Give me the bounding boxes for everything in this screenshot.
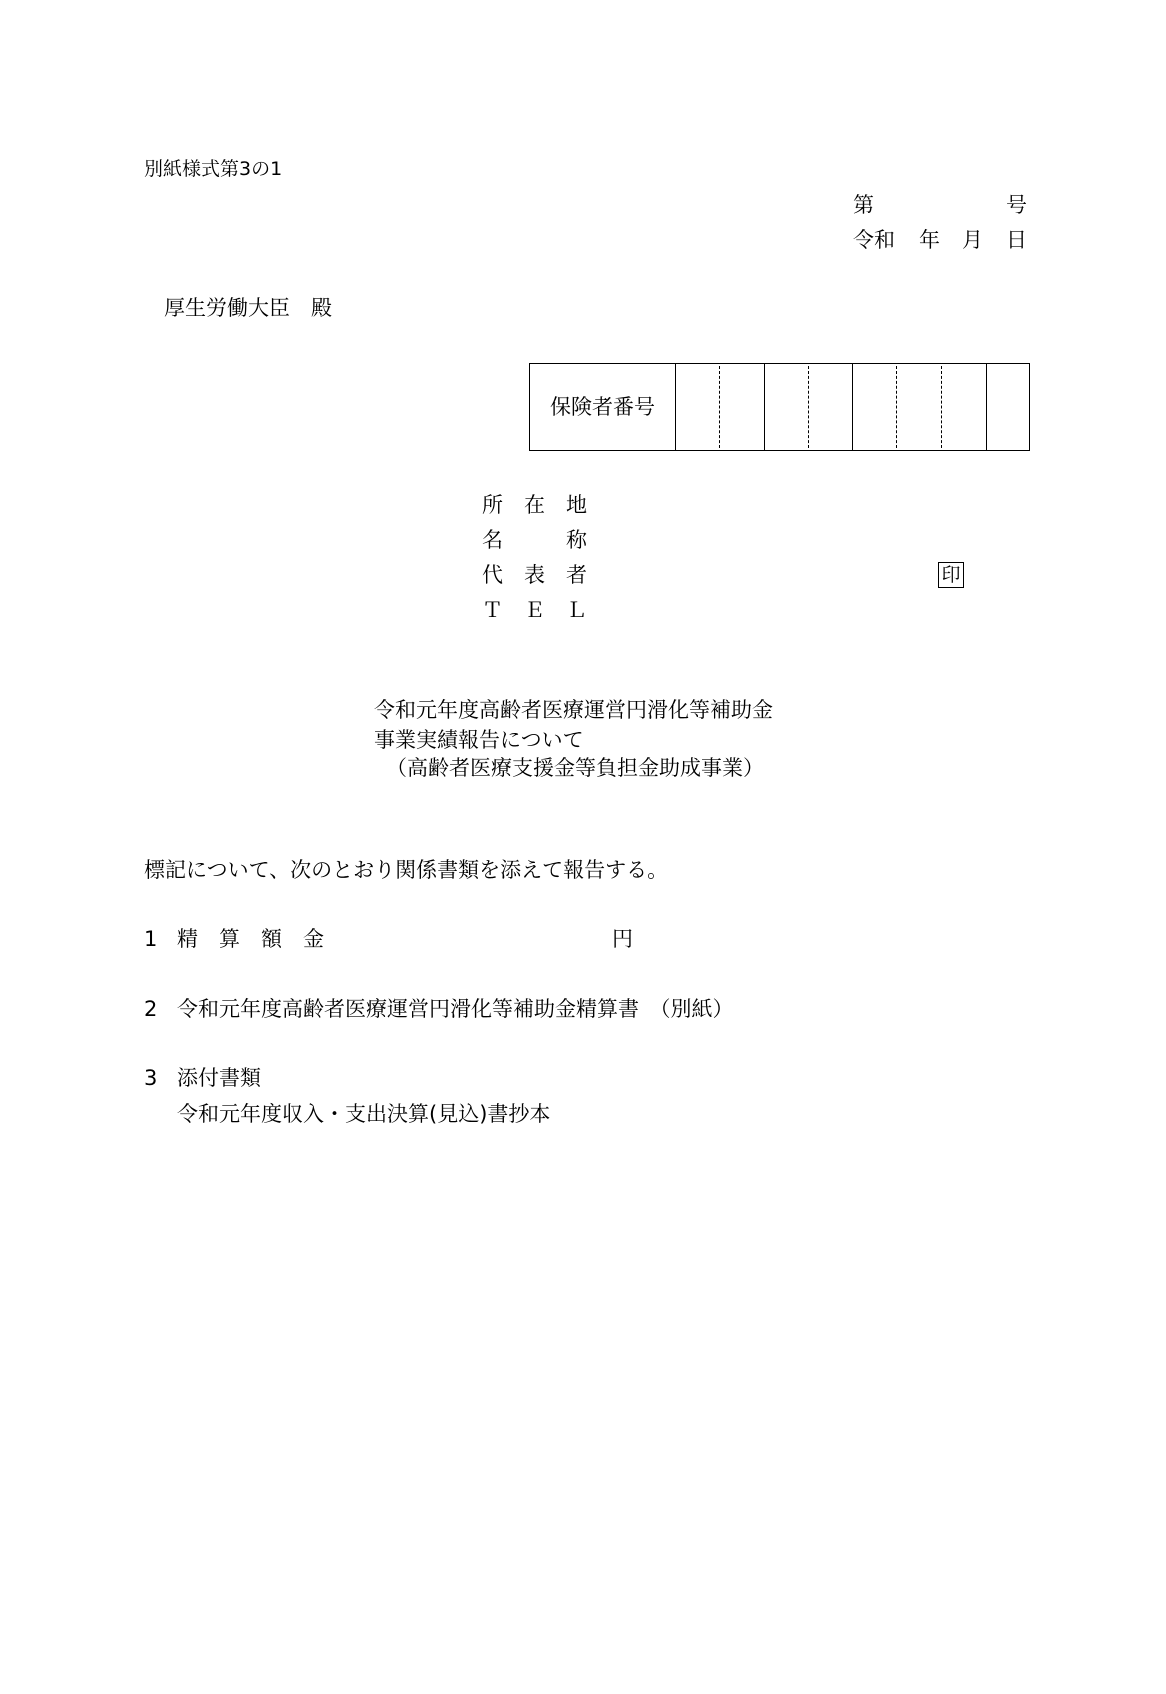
date-month: 月 bbox=[962, 228, 983, 252]
title-line-1: 令和元年度高齢者医療運営円滑化等補助金 bbox=[374, 698, 773, 722]
form-id: 別紙様式第3の1 bbox=[144, 158, 283, 180]
date-day: 日 bbox=[1006, 228, 1027, 252]
date-era: 令和 bbox=[853, 228, 895, 252]
cell-dashed-divider bbox=[719, 366, 720, 448]
field-name-label: 名 称 bbox=[482, 528, 587, 552]
cell-divider bbox=[852, 364, 853, 450]
seal-mark: 印 bbox=[938, 562, 964, 588]
insurer-number-label: 保険者番号 bbox=[550, 395, 655, 419]
addressee: 厚生労働大臣 殿 bbox=[164, 296, 332, 320]
item-2-label: 令和元年度高齢者医療運営円滑化等補助金精算書 （別紙） bbox=[177, 997, 734, 1021]
insurer-number-table bbox=[529, 363, 1030, 451]
date-year: 年 bbox=[919, 228, 940, 252]
cell-divider bbox=[764, 364, 765, 450]
item-3-sub: 令和元年度収入・支出決算(見込)書抄本 bbox=[177, 1102, 551, 1126]
title-line-3: （高齢者医療支援金等負担金助成事業） bbox=[386, 756, 764, 780]
number-suffix: 号 bbox=[1006, 193, 1027, 217]
cell-dashed-divider bbox=[808, 366, 809, 448]
item-2-number: 2 bbox=[144, 997, 158, 1021]
field-address-label: 所 在 地 bbox=[482, 493, 587, 517]
cell-divider bbox=[986, 364, 987, 450]
intro-text: 標記について、次のとおり関係書類を添えて報告する。 bbox=[144, 858, 669, 882]
item-1-unit: 円 bbox=[612, 927, 633, 951]
field-representative-label: 代 表 者 bbox=[482, 563, 587, 587]
field-tel-label: Ｔ Ｅ Ｌ bbox=[482, 598, 587, 622]
number-prefix: 第 bbox=[853, 193, 874, 217]
cell-dashed-divider bbox=[941, 366, 942, 448]
item-3-label: 添付書類 bbox=[177, 1066, 261, 1090]
item-3-number: 3 bbox=[144, 1066, 158, 1090]
cell-dashed-divider bbox=[896, 366, 897, 448]
item-1-number: 1 bbox=[144, 927, 158, 951]
cell-divider bbox=[675, 364, 676, 450]
item-1-label: 精 算 額 金 bbox=[177, 927, 324, 951]
title-line-2: 事業実績報告について bbox=[374, 728, 584, 752]
